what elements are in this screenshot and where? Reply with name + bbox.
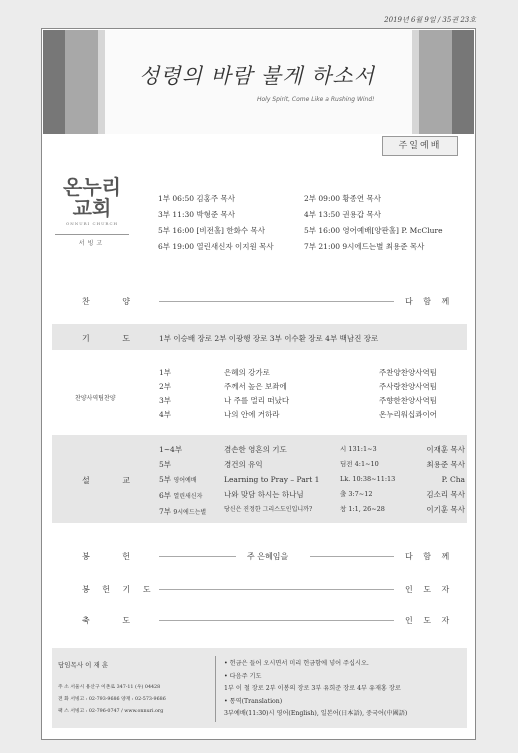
choir-teams (379, 366, 437, 422)
choir-part: 2부 (159, 382, 172, 391)
divider-line (159, 620, 394, 621)
footer-divider (215, 656, 216, 722)
sermon-pastor: 최용준 목사 (426, 460, 465, 469)
logo-campus: 서빙고 (55, 234, 129, 247)
sermon-part: 7부 (159, 507, 172, 516)
sermon-ref: 시 131:1~3 (340, 445, 377, 453)
logo-line1: 온누리 (63, 175, 121, 199)
choir-titles (224, 366, 289, 422)
sermon-title: Learning to Pray – Part 1 (224, 475, 320, 484)
choir-part: 3부 (159, 396, 172, 405)
service-badge: 주일예배 (382, 136, 458, 156)
senior-pastor: 담임목사 이 재 훈 (58, 661, 109, 669)
divider-line (310, 556, 394, 557)
sermon-ref: Lk. 10:38~11:13 (340, 475, 396, 483)
notice-item: • 통역(Translation) (224, 697, 283, 705)
choir-title: 나 주를 멀리 떠났다 (224, 396, 290, 405)
offering-leader: 다 함 께 (405, 552, 454, 561)
choir-part: 1부 (159, 368, 172, 377)
date-line: 2019년 6월 9일 / 35권 23호 (384, 16, 476, 24)
offering-prayer-leader: 인 도 자 (405, 585, 454, 594)
sermon-title: 경건의 유익 (224, 460, 263, 469)
sermon-note: 열린새신자 (173, 493, 203, 500)
sermon-ref: 출 3:7~12 (340, 490, 373, 498)
service-item: 1부 06:50 김홍주 목사 (158, 194, 236, 203)
notice-item: 3부예배(11:30)시 영어(English), 일본어(日本語), 중국어(中國語) (224, 710, 408, 717)
offering-prayer-label: 봉 헌 기 도 (82, 585, 156, 594)
logo-line2: 교회 (72, 196, 112, 220)
offering-label: 봉 헌 (82, 552, 145, 561)
choir-team: 주향한찬양사역팀 (379, 396, 437, 405)
notice-item: 1부 이 철 장로 2부 이봉의 장로 3부 유희준 장로 4부 유재홍 장로 (224, 685, 401, 692)
service-item: 2부 09:00 황종연 목사 (304, 194, 382, 203)
choir-title: 주께서 높은 보좌에 (224, 382, 287, 391)
sermon-parts (159, 442, 206, 520)
services-right (304, 191, 443, 255)
banner-title: 성령의 바람 불게 하소서 (139, 64, 375, 88)
sermon-pastor: 이기훈 목사 (426, 505, 465, 514)
banner-bar (412, 30, 419, 134)
banner-bar (98, 30, 105, 134)
sermon-part: 6부 (159, 491, 172, 500)
choir-part: 4부 (159, 410, 172, 419)
divider-line (159, 556, 236, 557)
banner-bar (419, 30, 452, 134)
choir-title: 나의 안에 거하라 (224, 410, 280, 419)
hymn-leader: 다 함 께 (405, 297, 454, 306)
notice-item: • 헌금은 들어 오시면서 미리 헌금함에 넣어 주십시오. (224, 660, 369, 667)
sermon-refs (340, 442, 395, 517)
footer (52, 648, 467, 728)
address: 주 소 서울시 용산구 이촌로 347-11 (우) 04428 (58, 685, 161, 690)
banner (43, 30, 474, 134)
banner-bar (65, 30, 98, 134)
service-item: 7부 21:00 9시에드는별 최용준 목사 (304, 242, 425, 251)
sermon-pastor: 이재훈 목사 (426, 445, 465, 454)
choir-team: 주찬양찬양사역팀 (379, 368, 437, 377)
prayer-label: 기 도 (82, 334, 145, 343)
choir-label: 찬양사역팀찬양 (75, 395, 116, 402)
sermon-pastor: 김소리 목사 (426, 490, 465, 499)
hymn-label: 찬 양 (82, 297, 145, 306)
sermon-label: 설 교 (82, 476, 145, 485)
banner-bar (452, 30, 474, 134)
bulletin-page (41, 28, 476, 740)
sermon-ref: 창 1:1, 26~28 (340, 505, 385, 513)
sermon-title: 당신은 진정한 그리스도인입니까? (224, 506, 313, 513)
divider-line (159, 589, 394, 590)
sermon-ref: 딤전 4:1~10 (340, 460, 379, 468)
banner-subtitle: Holy Spirit, Come Like a Rushing Wind! (257, 96, 375, 103)
service-item: 3부 11:30 박형준 목사 (158, 210, 236, 219)
sermon-part: 5부 (159, 475, 172, 484)
offering-hymn: 주 은혜임을 (247, 552, 289, 561)
choir-title: 은혜의 강가로 (224, 368, 270, 377)
choir-parts (159, 366, 171, 422)
logo-english: ONNURI CHURCH (66, 221, 118, 226)
service-item: 5부 16:00 영어예배[양판홀] P. McClure (304, 226, 443, 235)
sermon-part: 5부 (159, 460, 172, 469)
phone: 전 화 서빙고 : 02-793-9686 양재 : 02-573-9686 (58, 697, 166, 702)
sermon-title: 나와 맞담 하시는 하나님 (224, 490, 304, 499)
prayer-text: 1부 이승배 장로 2부 이광행 장로 3부 이수환 장로 4부 백남진 장로 (159, 334, 379, 343)
sermon-pastor: P. Cha (441, 475, 465, 484)
sermon-pastors (407, 442, 465, 517)
sermon-note: 9시에드는별 (173, 509, 207, 516)
blessing-leader: 인 도 자 (405, 616, 454, 625)
fax-web: 팩 스 서빙고 : 02-796-0747 / www.onnuri.org (58, 709, 164, 714)
church-logo (55, 175, 129, 247)
sermon-part: 1~4부 (159, 445, 183, 454)
notices (224, 658, 407, 721)
notice-item: • 다음주 기도 (224, 672, 262, 680)
sermon-note: 영어예배 (173, 477, 197, 484)
services-left (158, 191, 274, 255)
blessing-label: 축 도 (82, 616, 145, 625)
service-item: 4부 13:50 권용갑 목사 (304, 210, 382, 219)
service-item: 5부 16:00 [비전홀] 한화수 목사 (158, 226, 265, 235)
banner-bar (43, 30, 65, 134)
sermon-titles (224, 442, 319, 517)
sermon-title: 겸손한 영혼의 기도 (224, 445, 287, 454)
divider-line (159, 301, 394, 302)
service-item: 6부 19:00 열린새신자 이지원 목사 (158, 242, 274, 251)
choir-team: 온누리워십콰이어 (379, 410, 437, 419)
choir-team: 주사랑찬양사역팀 (379, 382, 437, 391)
contact-info (58, 682, 166, 718)
